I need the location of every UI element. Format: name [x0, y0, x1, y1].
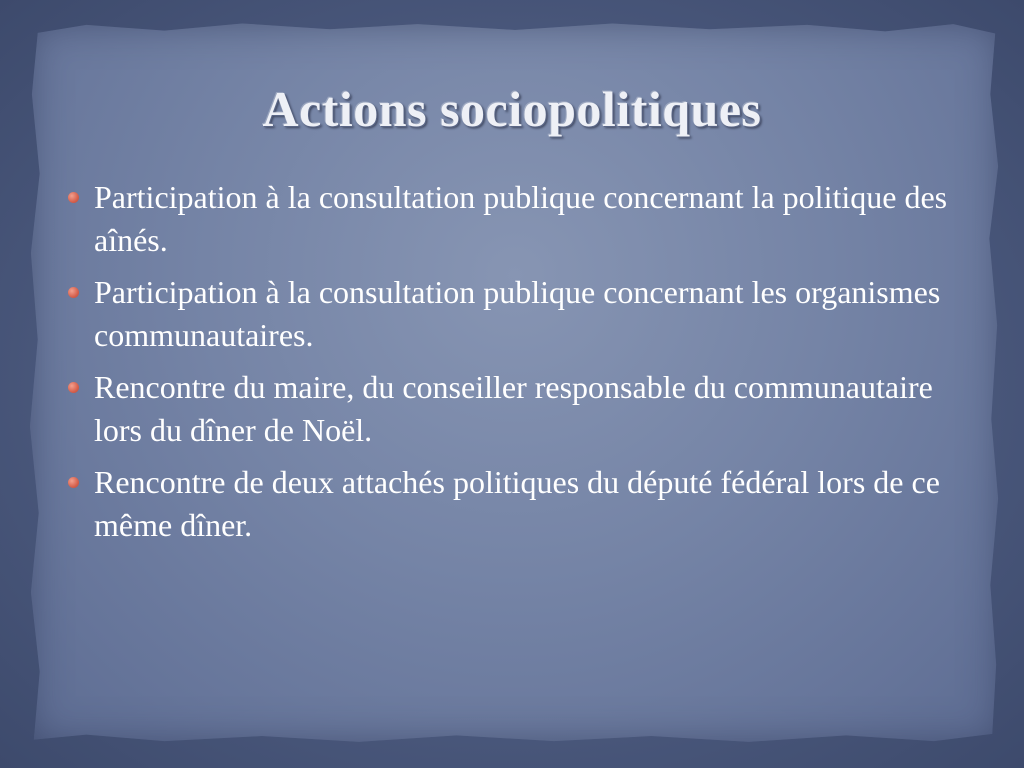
bullet-item	[64, 461, 969, 547]
bullet-list	[64, 176, 969, 556]
bullet-item	[64, 271, 969, 357]
bullet-text: Participation à la consultation publique concernant les organismes communautaires.	[94, 274, 941, 353]
bullet-dot-icon	[68, 477, 79, 488]
bullet-item	[64, 366, 969, 452]
bullet-text: Rencontre de deux attachés politiques du député fédéral lors de ce même dîner.	[94, 464, 940, 543]
bullet-text: Participation à la consultation publique concernant la politique des aînés.	[94, 179, 948, 258]
bullet-dot-icon	[68, 382, 79, 393]
bullet-text: Rencontre du maire, du conseiller responsable du communautaire lors du dîner de Noël.	[94, 369, 933, 448]
bullet-dot-icon	[68, 287, 79, 298]
bullet-dot-icon	[68, 192, 79, 203]
slide-title: Actions sociopolitiques	[262, 81, 762, 137]
bullet-item	[64, 176, 969, 262]
